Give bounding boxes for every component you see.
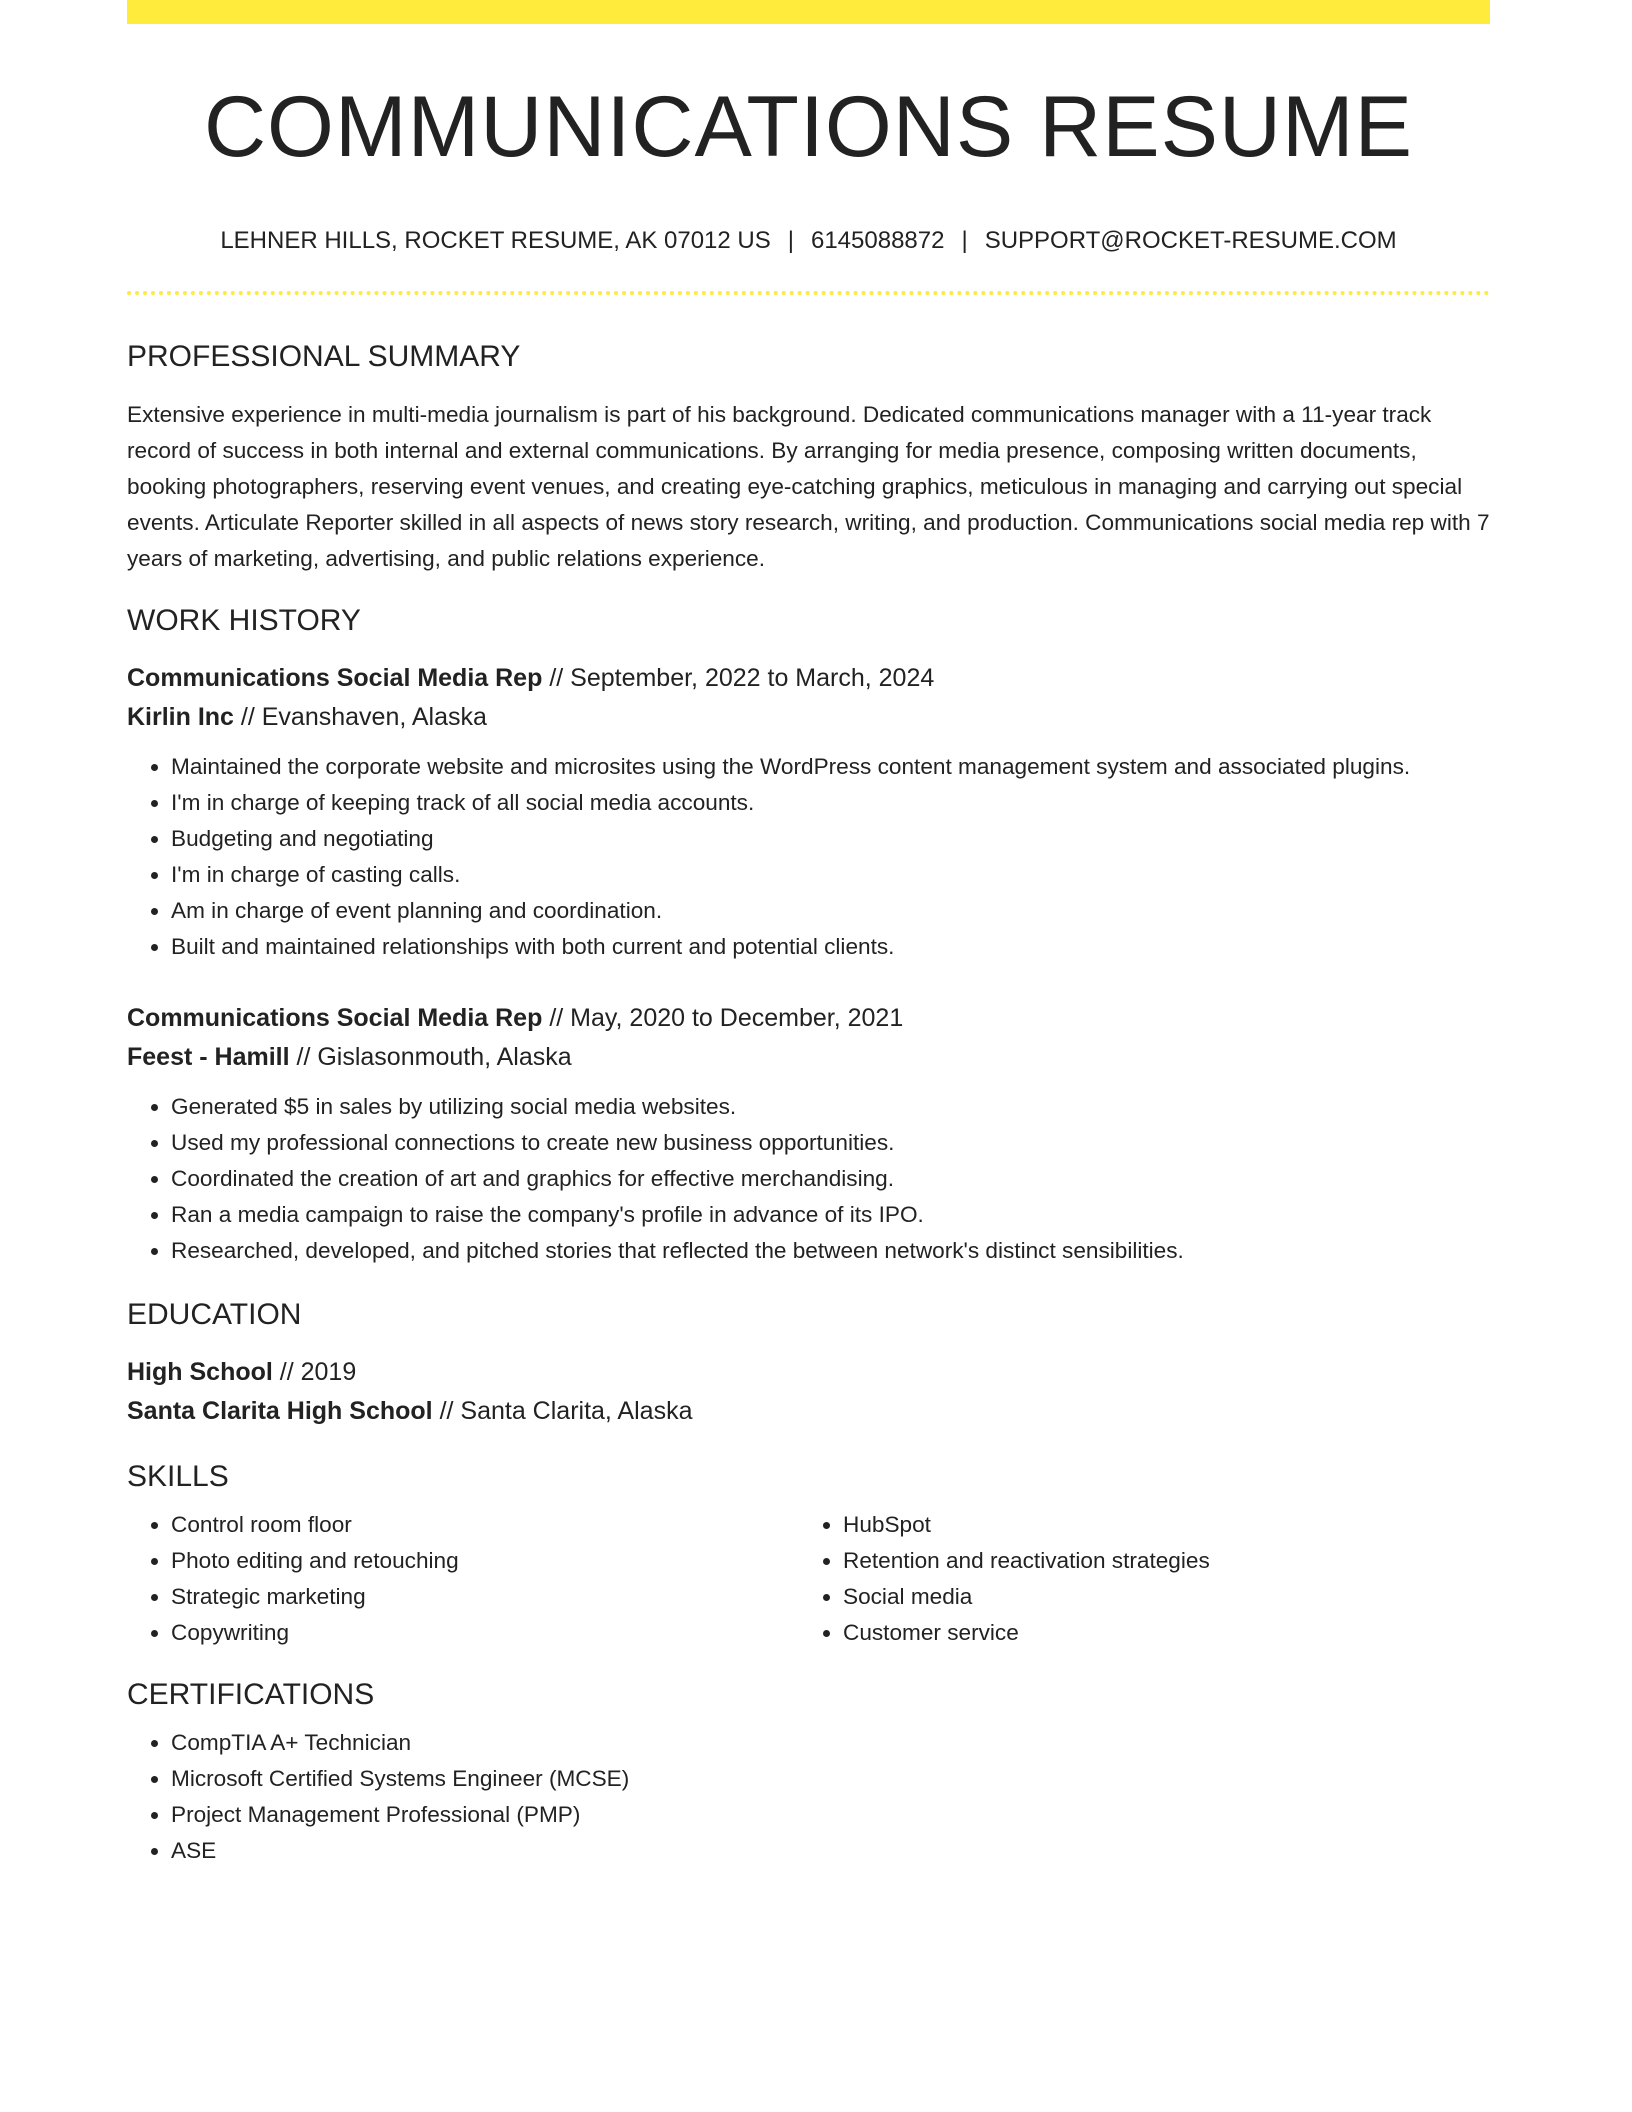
job-position: Communications Social Media Rep	[127, 1004, 543, 1033]
job-entry	[127, 999, 1490, 1269]
section-title-certifications: CERTIFICATIONS	[127, 1678, 375, 1712]
contact-phone: 6145088872	[810, 226, 945, 254]
accent-top-bar	[127, 0, 1490, 24]
education-location: // Santa Clarita, Alaska	[439, 1397, 693, 1426]
skill-item: • Customer service	[843, 1615, 1471, 1651]
skill-item: • Retention and reactivation strategies	[843, 1543, 1471, 1579]
job-bullet: • Maintained the corporate website and microsites using the WordPress content management system and associated plugins.	[171, 749, 1490, 785]
section-title-skills: SKILLS	[127, 1460, 229, 1494]
job-entry	[127, 659, 1490, 965]
skill-item: • Copywriting	[171, 1615, 799, 1651]
skill-item: • Strategic marketing	[171, 1579, 799, 1615]
section-title-education: EDUCATION	[127, 1298, 302, 1332]
skills-list-right	[799, 1507, 1471, 1651]
certification-item: • CompTIA A+ Technician	[171, 1725, 1490, 1761]
skill-item: • Control room floor	[171, 1507, 799, 1543]
skills-grid	[127, 1507, 1490, 1651]
job-bullet: • Budgeting and negotiating	[171, 821, 1490, 857]
section-title-work-history: WORK HISTORY	[127, 604, 361, 638]
job-company-line	[127, 698, 1490, 737]
job-company-line	[127, 1038, 1490, 1077]
job-dates: // September, 2022 to March, 2024	[549, 664, 935, 693]
contact-email: SUPPORT@ROCKET-RESUME.COM	[984, 226, 1397, 254]
contact-separator: |	[787, 226, 794, 254]
job-bullet: • Ran a media campaign to raise the company's profile in advance of its IPO.	[171, 1197, 1490, 1233]
job-location: // Gislasonmouth, Alaska	[296, 1043, 572, 1072]
job-company: Kirlin Inc	[127, 703, 234, 732]
resume-title: COMMUNICATIONS RESUME	[203, 79, 1414, 175]
job-bullet: • Used my professional connections to create new business opportunities.	[171, 1125, 1490, 1161]
job-position-line	[127, 659, 1490, 698]
education-year: // 2019	[279, 1358, 357, 1387]
skill-item: • HubSpot	[843, 1507, 1471, 1543]
contact-address: LEHNER HILLS, ROCKET RESUME, AK 07012 US	[220, 226, 771, 254]
education-school-line	[127, 1392, 1490, 1431]
education-entry	[127, 1353, 1490, 1431]
job-bullet: • I'm in charge of keeping track of all social media accounts.	[171, 785, 1490, 821]
job-dates: // May, 2020 to December, 2021	[549, 1004, 904, 1033]
job-position: Communications Social Media Rep	[127, 664, 543, 693]
job-bullet-list	[127, 1089, 1490, 1269]
certification-item: • Microsoft Certified Systems Engineer (MCSE)	[171, 1761, 1490, 1797]
job-bullet-list	[127, 749, 1490, 965]
job-bullet: • I'm in charge of casting calls.	[171, 857, 1490, 893]
header-divider	[127, 291, 1490, 295]
job-bullet: • Am in charge of event planning and coordination.	[171, 893, 1490, 929]
resume-page	[127, 0, 1490, 1869]
skills-list-left	[127, 1507, 799, 1651]
contact-separator: |	[961, 226, 968, 254]
skill-item: • Photo editing and retouching	[171, 1543, 799, 1579]
job-bullet: • Generated $5 in sales by utilizing social media websites.	[171, 1089, 1490, 1125]
contact-line	[127, 227, 1490, 256]
section-title-summary: PROFESSIONAL SUMMARY	[127, 340, 521, 374]
summary-text: Extensive experience in multi-media journalism is part of his background. Dedicated communications manager with a 11-year track record of success in both internal and external communications. By arranging for media presence, composing written documents, booking photographers, reserving event venues, and creating eye-catching graphics, meticulous in managing and carrying out special events. Articulate Reporter skilled in all aspects of news story research, writing, and production. Communications social media rep with 7 years of marketing, advertising, and public relations experience.	[127, 402, 1490, 572]
job-bullet: • Researched, developed, and pitched stories that reflected the between network's distinct sensibilities.	[171, 1233, 1490, 1269]
education-degree: High School	[127, 1358, 273, 1387]
certification-item: • ASE	[171, 1833, 1490, 1869]
job-bullet: • Coordinated the creation of art and graphics for effective merchandising.	[171, 1161, 1490, 1197]
certification-item: • Project Management Professional (PMP)	[171, 1797, 1490, 1833]
job-bullet: • Built and maintained relationships with both current and potential clients.	[171, 929, 1490, 965]
education-degree-line	[127, 1353, 1490, 1392]
job-position-line	[127, 999, 1490, 1038]
job-location: // Evanshaven, Alaska	[240, 703, 487, 732]
skill-item: • Social media	[843, 1579, 1471, 1615]
education-school: Santa Clarita High School	[127, 1397, 433, 1426]
certifications-list	[127, 1725, 1490, 1869]
job-company: Feest - Hamill	[127, 1043, 290, 1072]
